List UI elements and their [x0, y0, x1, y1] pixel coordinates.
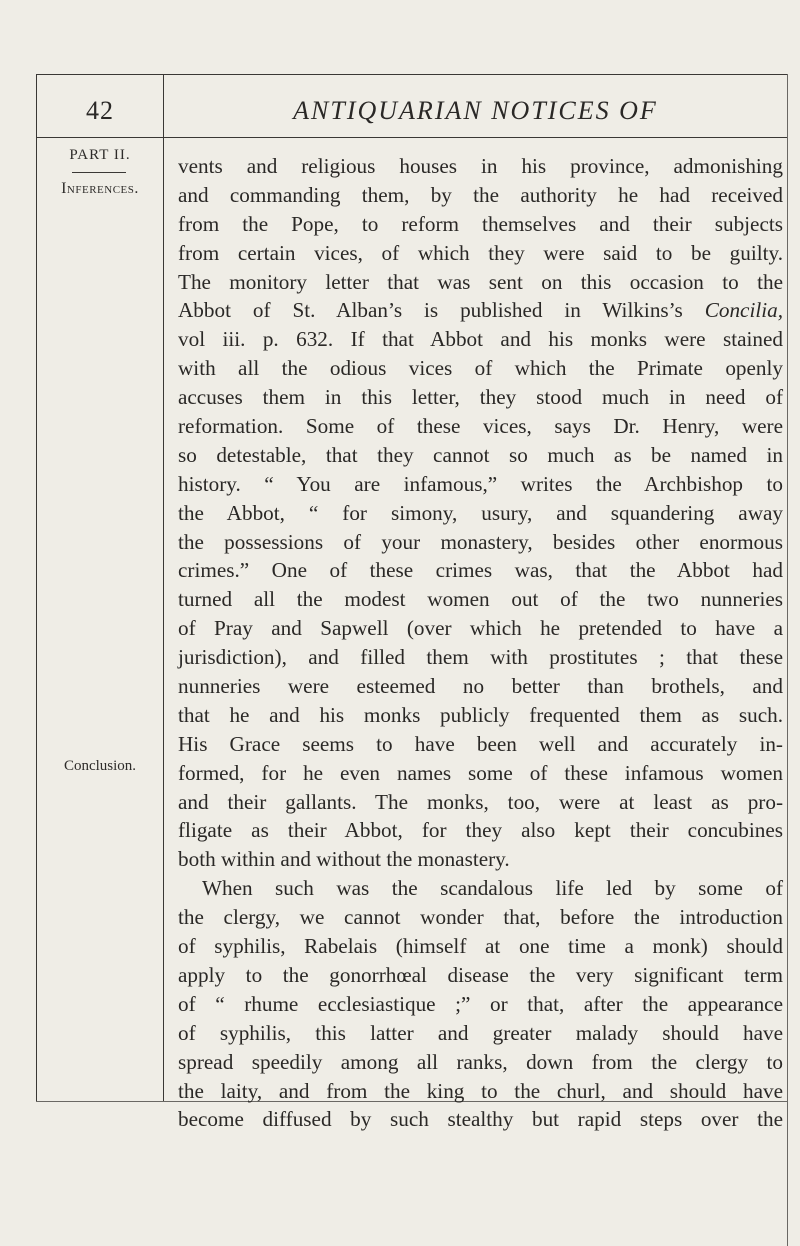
body-line: become diffused by such stealthy but rapid steps over the — [178, 1107, 783, 1132]
body-line: nunneries were esteemed no better than brothels, and — [178, 674, 783, 699]
margin-section-label: Inferences. — [61, 180, 139, 197]
body-line: reformation. Some of these vices, says Dr. Henry, were — [178, 414, 783, 439]
margin-column-rule — [163, 74, 164, 1102]
body-line: The monitory letter that was sent on this occasion to the — [178, 269, 783, 294]
body-line: vents and religious houses in his province, admonishing — [178, 154, 783, 178]
body-line: that he and his monks publicly frequented them as such. — [178, 702, 783, 727]
book-title-concilia: Concilia, — [704, 298, 783, 323]
left-border-rule — [36, 74, 37, 1102]
body-line: of “ rhume ecclesiastique ;” or that, after the appearance — [178, 991, 783, 1016]
body-line: of syphilis, this latter and greater malady should have — [178, 1020, 783, 1045]
body-line: history. “ You are infamous,” writes the Archbishop to — [178, 471, 783, 496]
body-line: fligate as their Abbot, for they also kept their concubines — [178, 818, 783, 843]
body-line: jurisdiction), and filled them with prostitutes ; that these — [178, 645, 783, 670]
margin-conclusion-label: Conclusion. — [63, 758, 137, 774]
body-line: of Pray and Sapwell (over which he pretended to have a — [178, 616, 783, 641]
body-line: from the Pope, to reform themselves and their subjects — [178, 211, 783, 236]
body-line — [178, 296, 783, 325]
header-rule — [36, 137, 788, 138]
right-border-rule — [787, 74, 788, 1246]
body-line: so detestable, that they cannot so much as be named in — [178, 442, 783, 467]
body-line: formed, for he even names some of these infamous women — [178, 760, 783, 785]
top-rule — [36, 74, 788, 75]
body-line: the possessions of your monastery, besides other enormous — [178, 529, 783, 554]
body-line: from certain vices, of which they were said to be guilty. — [178, 240, 783, 265]
body-line: and their gallants. The monks, too, were at least as pro- — [178, 789, 783, 814]
body-line: both within and without the monastery. — [178, 847, 510, 872]
body-line: the clergy, we cannot wonder that, before the introduction — [178, 905, 783, 930]
body-line: and commanding them, by the authority he had received — [178, 182, 783, 207]
body-line: turned all the modest women out of the two nunneries — [178, 587, 783, 612]
body-line: with all the odious vices of which the Primate openly — [178, 356, 783, 381]
running-title: ANTIQUARIAN NOTICES OF — [293, 96, 658, 125]
body-text — [178, 152, 783, 1134]
page-number: 42 — [86, 96, 114, 125]
body-line: of syphilis, Rabelais (himself at one time a monk) should — [178, 934, 783, 959]
body-line: the laity, and from the king to the churl, and should have — [178, 1078, 783, 1103]
body-line: accuses them in this letter, they stood much in need of — [178, 385, 783, 410]
margin-part-rule — [72, 172, 126, 173]
body-line-text: Abbot of St. Alban’s is published in Wilkins’s — [178, 298, 705, 323]
body-line: crimes.” One of these crimes was, that the Abbot had — [178, 558, 783, 583]
body-line: When such was the scandalous life led by some of — [202, 876, 783, 901]
margin-part-label: PART II. — [69, 147, 131, 163]
body-line: apply to the gonorrhœal disease the very significant term — [178, 962, 783, 987]
body-line: vol iii. p. 632. If that Abbot and his monks were stained — [178, 327, 783, 352]
body-line: the Abbot, “ for simony, usury, and squandering away — [178, 500, 783, 525]
body-line: spread speedily among all ranks, down from the clergy to — [178, 1049, 783, 1074]
body-line: His Grace seems to have been well and accurately in- — [178, 731, 783, 756]
